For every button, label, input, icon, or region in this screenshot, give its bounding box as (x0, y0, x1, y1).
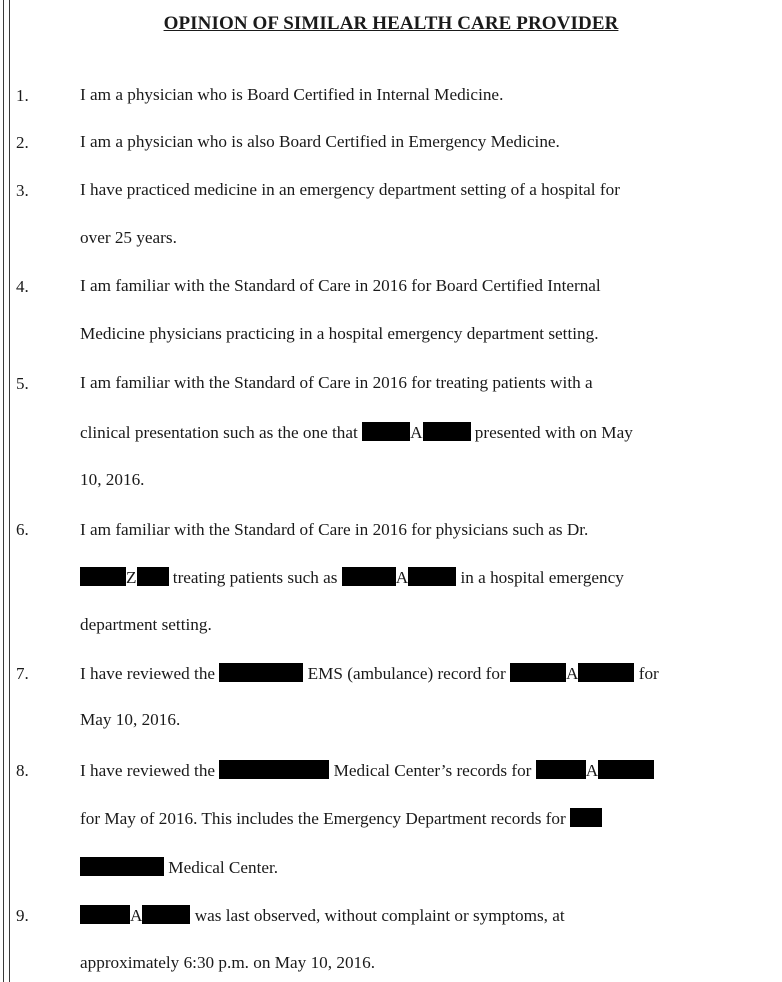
item-1-line-1: I am a physician who is Board Certified in Internal Medicine. (80, 85, 504, 104)
document-title: OPINION OF SIMILAR HEALTH CARE PROVIDER (163, 13, 619, 34)
item-4-line-2: Medicine physicians practicing in a hospital emergency department setting. (80, 324, 599, 343)
item-number: 8. (16, 761, 29, 780)
item-7-line-2: May 10, 2016. (80, 710, 181, 729)
item-4-line-1: I am familiar with the Standard of Care in 2016 for Board Certified Internal (80, 276, 601, 295)
redaction-box (362, 422, 410, 441)
item-7-line-1: I have reviewed the EMS (ambulance) record for A for (80, 664, 659, 683)
item-6-line-2: Z treating patients such as A in a hospital emergency (80, 567, 624, 588)
item-8-line-1: I have reviewed the Medical Center’s records for A (80, 760, 654, 781)
margin-rule-left-inner (9, 0, 10, 982)
redaction-box (219, 760, 329, 779)
redaction-box (342, 567, 396, 586)
redaction-box (423, 422, 471, 441)
item-5-line-2: clinical presentation such as the one that A presented with on May (80, 423, 633, 442)
redaction-box (219, 663, 303, 682)
item-number: 7. (16, 664, 29, 683)
margin-rule-left (3, 0, 4, 982)
item-number: 3. (16, 181, 29, 200)
item-8-line-3: Medical Center. (80, 857, 278, 878)
item-number: 1. (16, 86, 29, 105)
redaction-box (408, 567, 456, 586)
item-number: 5. (16, 374, 29, 393)
item-5-line-3: 10, 2016. (80, 470, 145, 489)
item-number: 4. (16, 277, 29, 296)
item-2-line-1: I am a physician who is also Board Certified in Emergency Medicine. (80, 132, 560, 151)
item-3-line-2: over 25 years. (80, 228, 177, 247)
redaction-box (80, 857, 164, 876)
redaction-box (80, 567, 126, 586)
item-9-line-1: A was last observed, without complaint or symptoms, at (80, 905, 565, 926)
item-number: 2. (16, 133, 29, 152)
item-6-line-1: I am familiar with the Standard of Care in 2016 for physicians such as Dr. (80, 520, 589, 539)
item-9-line-2: approximately 6:30 p.m. on May 10, 2016. (80, 953, 376, 972)
redaction-box (598, 760, 654, 779)
redaction-box (536, 760, 586, 779)
redaction-box (570, 808, 602, 827)
item-6-line-3: department setting. (80, 615, 212, 634)
redaction-box (80, 905, 130, 924)
redaction-box (142, 905, 190, 924)
item-3-line-1: I have practiced medicine in an emergency department setting of a hospital for (80, 180, 620, 199)
item-5-line-1: I am familiar with the Standard of Care in 2016 for treating patients with a (80, 373, 593, 392)
redaction-box (510, 663, 566, 682)
redaction-box (578, 663, 634, 682)
item-number: 6. (16, 520, 29, 539)
item-8-line-2: for May of 2016. This includes the Emergency Department records for (80, 808, 602, 829)
redaction-box (137, 567, 169, 586)
item-number: 9. (16, 906, 29, 925)
